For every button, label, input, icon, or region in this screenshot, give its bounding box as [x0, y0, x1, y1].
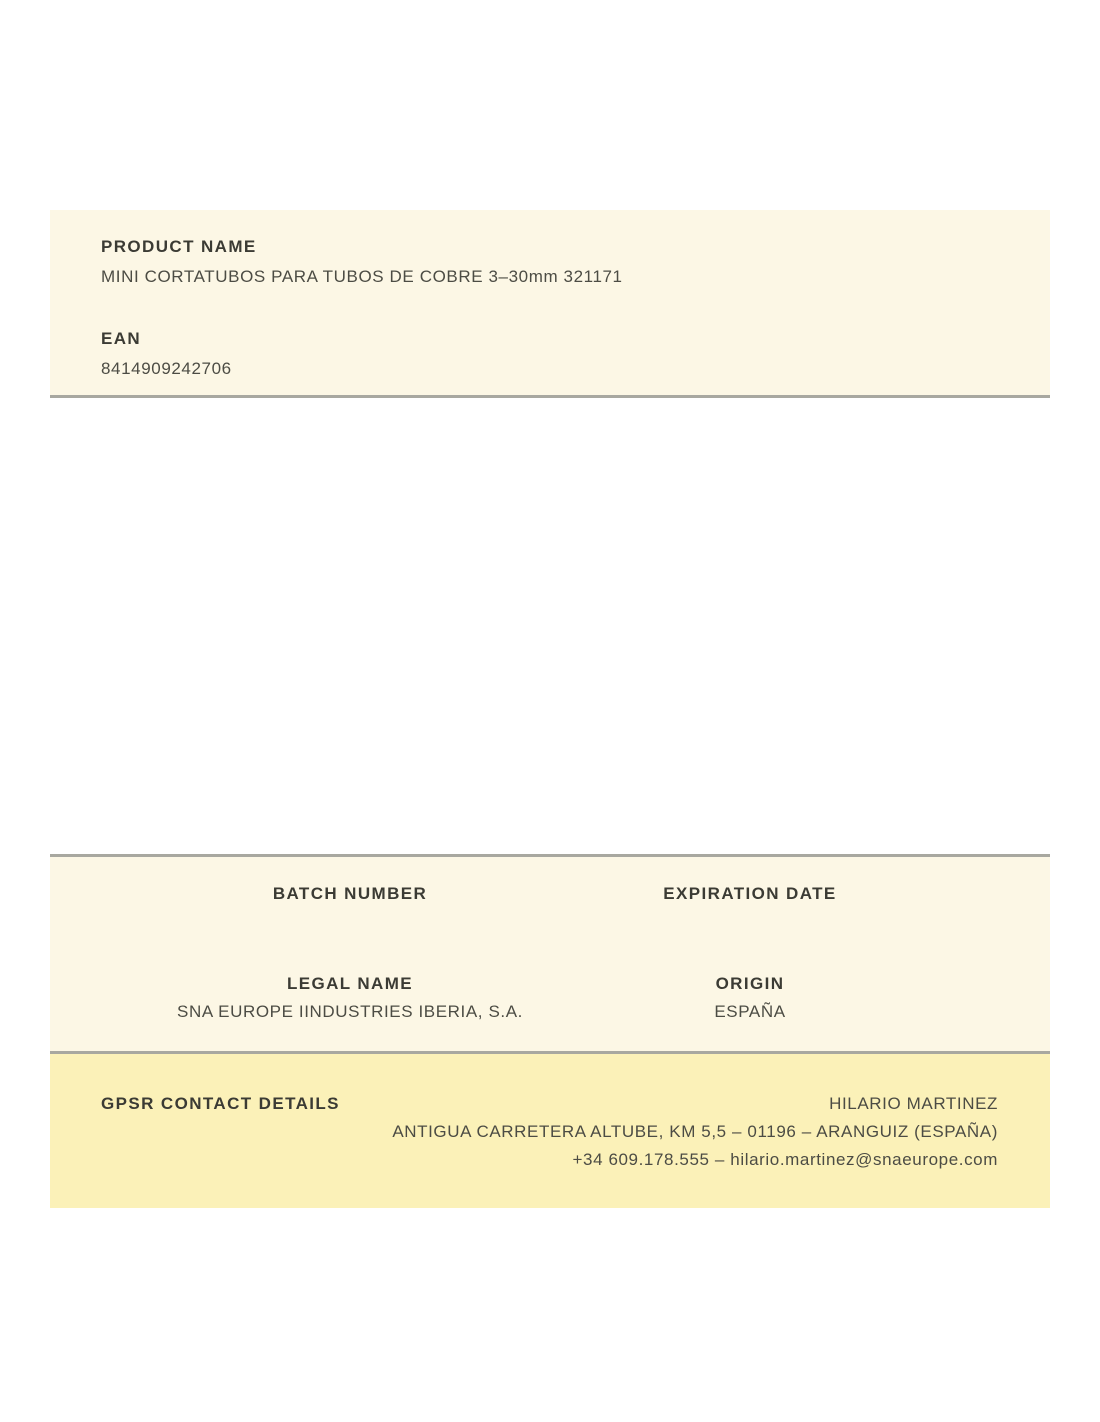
- traceability-panel: [50, 854, 1050, 1054]
- ean-value: 8414909242706: [101, 359, 232, 378]
- traceability-grid: [150, 884, 950, 1022]
- batch-number-cell: [150, 884, 550, 932]
- legal-name-cell: [150, 974, 550, 1022]
- product-info-panel: [50, 210, 1050, 398]
- origin-value: ESPAÑA: [714, 1002, 786, 1021]
- legal-name-value: SNA EUROPE IINDUSTRIES IBERIA, S.A.: [177, 1002, 523, 1021]
- gpsr-contact-address: ANTIGUA CARRETERA ALTUBE, KM 5,5 – 01196 – ARANGUIZ (ESPAÑA): [392, 1122, 998, 1141]
- ean-label: EAN: [101, 329, 142, 348]
- gpsr-contact-phone-email: +34 609.178.555 – hilario.martinez@snaeurope.com: [572, 1150, 998, 1169]
- batch-number-value: [150, 912, 550, 932]
- gpsr-contact-block: [392, 1094, 998, 1178]
- legal-name-label: LEGAL NAME: [286, 974, 414, 993]
- gpsr-panel: [50, 1054, 1050, 1208]
- expiration-date-cell: [550, 884, 950, 932]
- expiration-date-label: EXPIRATION DATE: [663, 884, 837, 903]
- gpsr-title: GPSR CONTACT DETAILS: [101, 1094, 340, 1113]
- origin-label: ORIGIN: [715, 974, 785, 993]
- product-name-label: PRODUCT NAME: [101, 237, 257, 256]
- origin-cell: [550, 974, 950, 1022]
- gpsr-contact-name: HILARIO MARTINEZ: [829, 1094, 998, 1113]
- batch-number-label: BATCH NUMBER: [272, 884, 428, 903]
- expiration-date-value: [550, 912, 950, 932]
- product-name-value: MINI CORTATUBOS PARA TUBOS DE COBRE 3–30mm 321171: [101, 267, 623, 286]
